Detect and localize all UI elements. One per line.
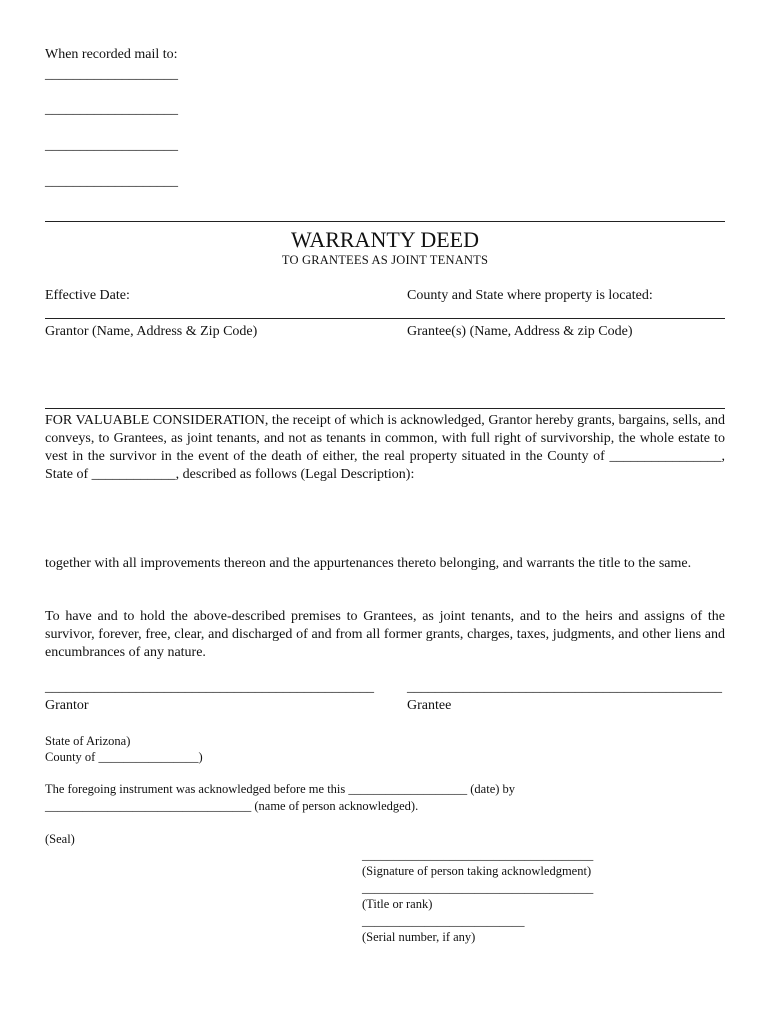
mail-to-line-3: ___________________ (45, 138, 178, 153)
consideration-paragraph: FOR VALUABLE CONSIDERATION, the receipt of which is acknowledged, Grantor hereby grants, bargains, sells, and conveys, to Grantees, as joint tenants, and not as tenants in common, with full right of survivorship, the whole estate to vest in the survivor in the event of the death of either, the real property situated in the County of ________________, State of ____________, described as follows (Legal Description): (45, 413, 725, 482)
mail-to-line-2: ___________________ (45, 102, 178, 117)
grantee-signature-label: Grantee (407, 698, 452, 713)
notary-signature-rule: _____________________________________ (362, 848, 594, 862)
divider-info (45, 318, 725, 319)
mail-to-line-4: ___________________ (45, 174, 178, 189)
mail-to-line-1: ___________________ (45, 67, 178, 82)
habendum-paragraph: To have and to hold the above-described premises to Grantees, as joint tenants, and to the heirs and assigns of the survivor, forever, free, clear, and discharged of and from all former grants, charges, taxes, judgments, and other liens and encumbrances of any nature. (45, 609, 725, 660)
divider-top (45, 221, 725, 222)
improvements-paragraph: together with all improvements thereon and the appurtenances thereto belonging, and warrants the title to the same. (45, 556, 692, 571)
notary-county: County of ________________) (45, 750, 203, 764)
notary-signature-label: (Signature of person taking acknowledgment) (362, 864, 592, 878)
grantee-address-label: Grantee(s) (Name, Address & zip Code) (407, 324, 633, 339)
grantor-signature-label: Grantor (45, 698, 89, 713)
county-state-label: County and State where property is located: (407, 288, 653, 303)
effective-date-label: Effective Date: (45, 288, 130, 303)
notary-title-label: (Title or rank) (362, 897, 433, 911)
notary-title-rule: _____________________________________ (362, 881, 594, 895)
divider-parties (45, 408, 725, 409)
seal-label: (Seal) (45, 832, 75, 846)
document-title: WARRANTY DEED (291, 227, 479, 252)
mail-to-label: When recorded mail to: (45, 47, 178, 62)
document-subtitle: TO GRANTEES AS JOINT TENANTS (281, 253, 489, 267)
acknowledgment-line-2: _________________________________ (name of person acknowledged). (45, 799, 419, 813)
grantee-signature-line: _____________________________________________ (407, 680, 722, 695)
notary-serial-rule: __________________________ (362, 914, 525, 928)
notary-serial-label: (Serial number, if any) (362, 930, 476, 944)
grantor-address-label: Grantor (Name, Address & Zip Code) (45, 324, 258, 339)
grantor-signature-line: _______________________________________________ (45, 680, 374, 695)
acknowledgment-line-1: The foregoing instrument was acknowledged before me this ___________________ (date) by (45, 782, 516, 796)
notary-state: State of Arizona) (45, 734, 131, 748)
